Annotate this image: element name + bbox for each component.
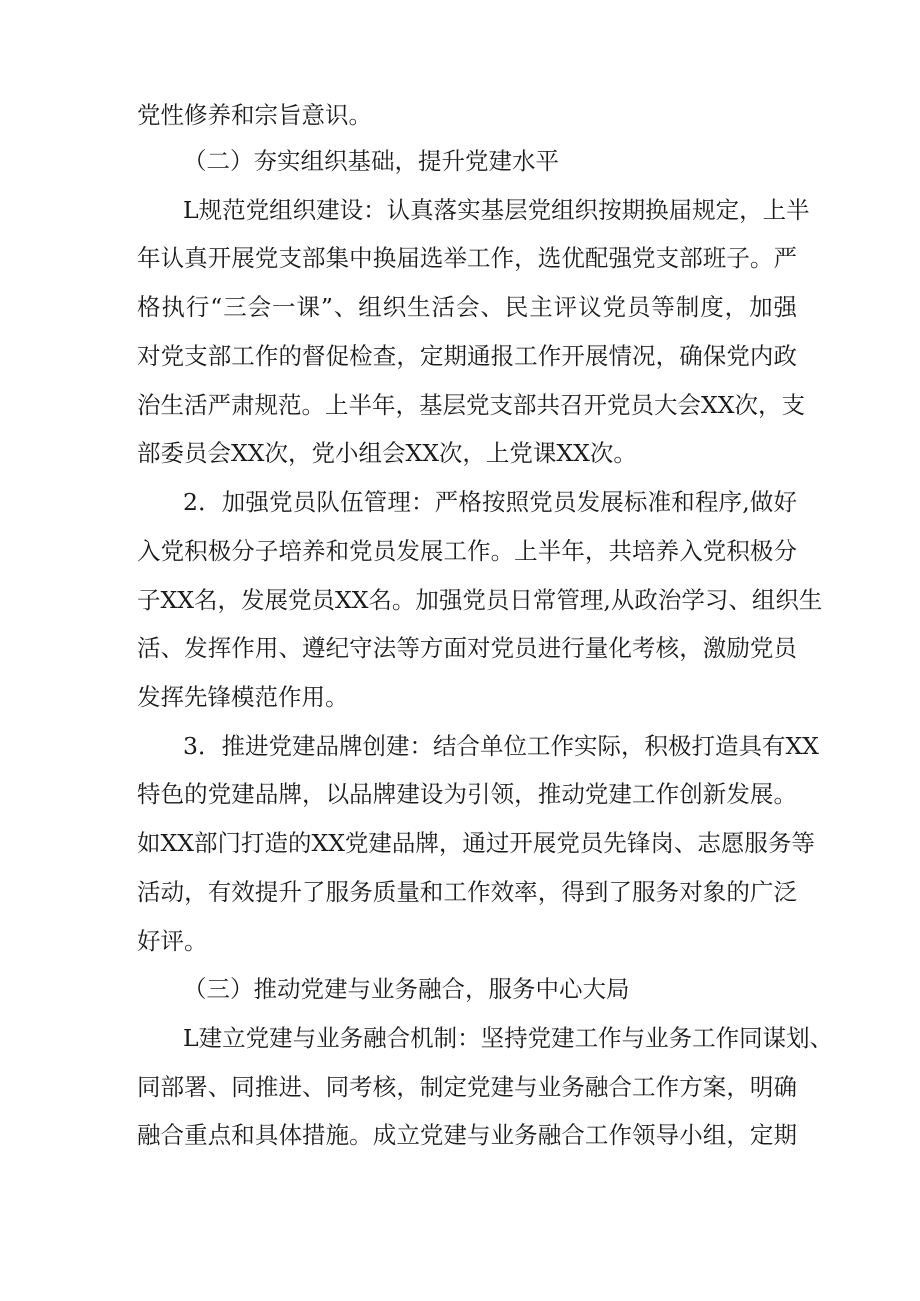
paragraph-line: 部委员会XX次，党小组会XX次，上党课XX次。	[137, 439, 637, 467]
section-heading: （三）推动党建与业务融合，服务中心大局	[183, 975, 630, 1003]
paragraph-line: L建立党建与业务融合机制：坚持党建工作与业务工作同谋划、	[183, 1024, 834, 1052]
paragraph-line: 治生活严肃规范。上半年，基层党支部共召开党员大会XX次，支	[137, 391, 805, 419]
paragraph-line: 活、发挥作用、遵纪守法等方面对党员进行量化考核，激励党员	[137, 634, 797, 662]
paragraph-line: L规范党组织建设：认真落实基层党组织按期换届规定，上半	[183, 196, 810, 224]
paragraph-line: 同部署、同推进、同考核，制定党建与业务融合工作方案，明确	[137, 1073, 797, 1101]
paragraph-line: 如XX部门打造的XX党建品牌，通过开展党员先锋岗、志愿服务等	[137, 829, 815, 857]
paragraph-line: 发挥先锋模范作用。	[137, 683, 349, 711]
paragraph-line: 3．推进党建品牌创建：结合单位工作实际，积极打造具有XX	[183, 732, 819, 760]
paragraph-line: 年认真开展党支部集中换届选举工作，选优配强党支部班子。严	[137, 244, 797, 272]
paragraph-line: 活动，有效提升了服务质量和工作效率，得到了服务对象的广泛	[137, 878, 797, 906]
paragraph-line: 入党积极分子培养和党员发展工作。上半年，共培养入党积极分	[137, 537, 797, 565]
paragraph-line: 好评。	[137, 927, 208, 955]
paragraph-line: 党性修养和宗旨意识。	[137, 101, 372, 129]
paragraph-line: 2．加强党员队伍管理：严格按照党员发展标准和程序,做好	[183, 488, 797, 516]
paragraph-line: 格执行“三会一课”、组织生活会、民主评议党员等制度，加强	[137, 293, 797, 321]
paragraph-line: 特色的党建品牌，以品牌建设为引领，推动党建工作创新发展。	[137, 780, 797, 808]
paragraph-line: 融合重点和具体措施。成立党建与业务融合工作领导小组，定期	[137, 1121, 797, 1149]
section-heading: （二）夯实组织基础，提升党建水平	[183, 147, 559, 175]
paragraph-line: 子XX名，发展党员XX名。加强党员日常管理,从政治学习、组织生	[137, 586, 823, 614]
paragraph-line: 对党支部工作的督促检查，定期通报工作开展情况，确保党内政	[137, 342, 797, 370]
